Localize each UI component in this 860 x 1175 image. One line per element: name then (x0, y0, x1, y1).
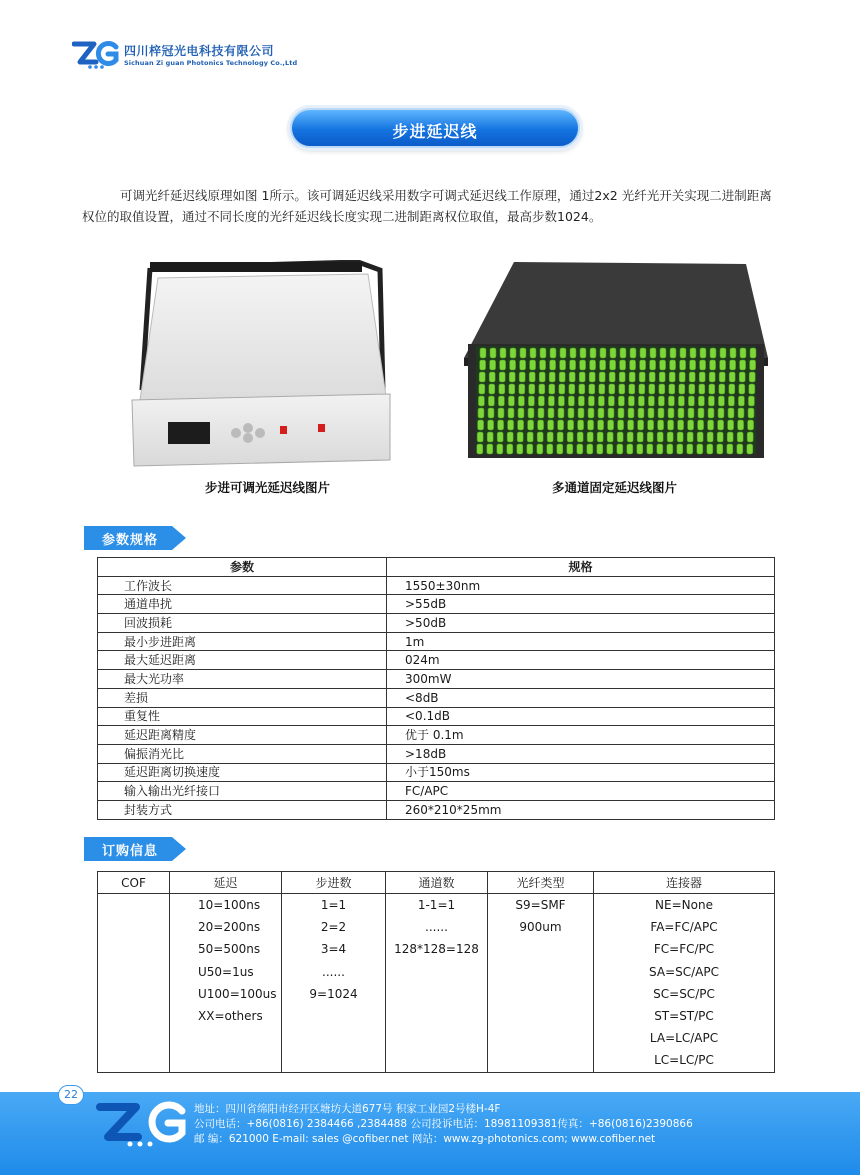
list-item: FC=FC/PC (653, 942, 715, 957)
fiber-column (488, 894, 594, 1073)
value-cell: <0.1dB (387, 707, 775, 726)
spec-table-header (98, 558, 775, 577)
order-header-channels: 通道数 (386, 872, 488, 894)
company-name-en: Sichuan Zi guan Photonics Technology Co.,Ltd (124, 59, 298, 67)
company-name-cn: 四川梓冠光电科技有限公司 (124, 44, 275, 58)
footer-mail-web: 邮 编：621000 E-mail: sales @cofiber.net 网站：www.zg-photonics.com; www.cofiber.net (194, 1133, 656, 1145)
channels-column (386, 894, 488, 1073)
spec-section-label: 参数规格 (102, 533, 159, 548)
value-cell: <8dB (387, 688, 775, 707)
param-cell: 差损 (98, 688, 387, 707)
value-cell: 1m (387, 632, 775, 651)
steps-column (282, 894, 386, 1073)
param-cell: 工作波长 (98, 576, 387, 595)
delay-column (170, 894, 282, 1073)
list-item: ...... (425, 920, 448, 935)
list-item: 128*128=128 (394, 942, 479, 957)
list-item: 9=1024 (309, 986, 358, 1001)
param-cell: 回波损耗 (98, 614, 387, 633)
value-cell: 300mW (387, 670, 775, 689)
step-delay-line-photo (128, 260, 398, 470)
table-row (98, 744, 775, 763)
param-cell: 最大延迟距离 (98, 651, 387, 670)
order-table-header (98, 872, 775, 894)
list-item: U100=100us (198, 986, 277, 1001)
order-section-label: 订购信息 (102, 844, 159, 859)
order-header-delay: 延迟 (170, 872, 282, 894)
table-row (98, 726, 775, 745)
list-item: U50=1us (198, 964, 254, 979)
order-section-tab (84, 837, 188, 861)
list-item: SA=SC/APC (649, 964, 719, 979)
param-cell: 偏振消光比 (98, 744, 387, 763)
value-cell: 优于 0.1m (387, 726, 775, 745)
page-title: 步进延迟线 (392, 122, 478, 141)
list-item: ...... (322, 964, 345, 979)
param-cell: 延迟距离切换速度 (98, 763, 387, 782)
footer-contact (194, 1102, 693, 1147)
table-row (98, 782, 775, 801)
value-cell: 024m (387, 651, 775, 670)
footer-phone: 公司电话：+86(0816) 2384466 ,2384488 公司投诉电话：18981109381传真：+86(0816)2390866 (194, 1118, 693, 1130)
cof-column (98, 894, 170, 1073)
value-cell: FC/APC (387, 782, 775, 801)
list-item: 20=200ns (198, 920, 261, 935)
param-cell: 重复性 (98, 707, 387, 726)
value-cell: >18dB (387, 744, 775, 763)
list-item: 10=100ns (198, 898, 261, 912)
table-row (98, 688, 775, 707)
value-cell: >50dB (387, 614, 775, 633)
list-item: LA=LC/APC (649, 1031, 719, 1046)
table-row (98, 670, 775, 689)
table-row (98, 595, 775, 614)
page-title-banner (290, 108, 580, 148)
order-header-cof: COF (98, 872, 170, 894)
list-item: NE=None (655, 898, 713, 912)
order-header-steps: 步进数 (282, 872, 386, 894)
footer-zg-logo-icon (96, 1097, 192, 1147)
param-cell: 最小步进距离 (98, 632, 387, 651)
spec-table (97, 557, 775, 820)
order-header-connector: 连接器 (594, 872, 775, 894)
page-number: 22 (58, 1085, 84, 1105)
param-cell: 延迟距离精度 (98, 726, 387, 745)
spec-section-tab (84, 526, 188, 550)
order-table (97, 871, 775, 1073)
list-item: 1=1 (320, 898, 347, 912)
spec-header-value: 规格 (387, 558, 775, 577)
list-item: SC=SC/PC (653, 986, 715, 1001)
table-row (98, 632, 775, 651)
param-cell: 封装方式 (98, 800, 387, 819)
value-cell: >55dB (387, 595, 775, 614)
table-row (98, 614, 775, 633)
list-item: 50=500ns (198, 942, 261, 957)
table-row (98, 800, 775, 819)
list-item: 900um (519, 920, 562, 935)
left-photo-caption: 步进可调光延迟线图片 (205, 480, 331, 495)
list-item: ST=ST/PC (654, 1008, 714, 1023)
company-logo (72, 38, 302, 72)
table-row (98, 576, 775, 595)
list-item: LC=LC/PC (654, 1053, 714, 1068)
list-item: 2=2 (320, 920, 347, 935)
connector-column (594, 894, 775, 1073)
spec-header-param: 参数 (98, 558, 387, 577)
multi-channel-delay-line-photo (462, 262, 770, 462)
list-item: XX=others (198, 1008, 263, 1023)
param-cell: 通道串扰 (98, 595, 387, 614)
value-cell: 小于150ms (387, 763, 775, 782)
right-photo-caption: 多通道固定延迟线图片 (552, 480, 678, 495)
table-row (98, 763, 775, 782)
zg-logo-icon (72, 38, 124, 70)
param-cell: 输入输出光纤接口 (98, 782, 387, 801)
param-cell: 最大光功率 (98, 670, 387, 689)
intro-paragraph: 可调光纤延迟线原理如图 1所示。该可调延迟线采用数字可调式延迟线工作原理，通过2x2 光纤光开关实现二进制距离权位的取值设置，通过不同长度的光纤延迟线长度实现二进制距离权位取值，最高步数1024。 (82, 188, 772, 224)
table-row (98, 707, 775, 726)
order-header-fiber: 光纤类型 (488, 872, 594, 894)
value-cell: 1550±30nm (387, 576, 775, 595)
list-item: FA=FC/APC (650, 920, 718, 935)
value-cell: 260*210*25mm (387, 800, 775, 819)
order-table-body (98, 894, 775, 1073)
list-item: 3=4 (320, 942, 347, 957)
list-item: S9=SMF (515, 898, 566, 912)
table-row (98, 651, 775, 670)
footer-address: 地址：四川省绵阳市经开区塘坊大道677号 积家工业园2号楼H-4F (194, 1103, 501, 1115)
list-item: 1-1=1 (417, 898, 456, 912)
